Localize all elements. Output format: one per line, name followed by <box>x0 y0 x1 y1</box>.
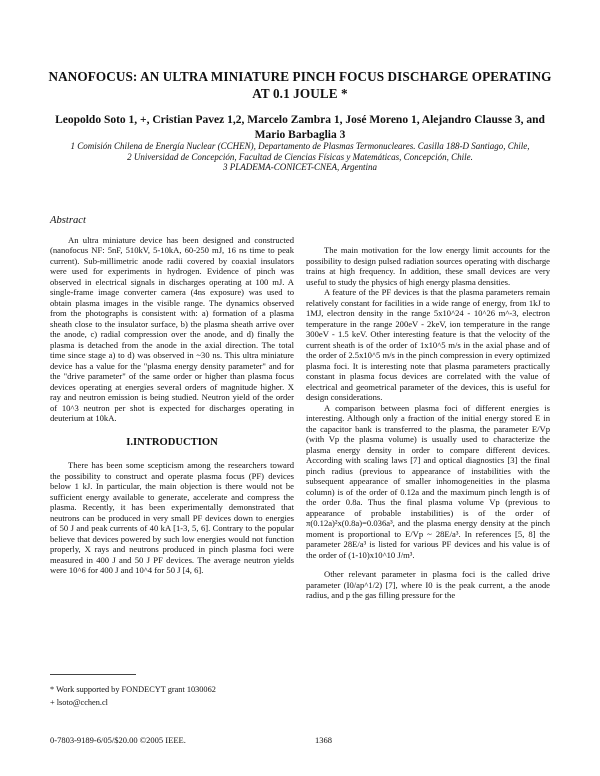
affiliations <box>60 141 540 173</box>
section-heading: I.INTRODUCTION <box>126 436 218 448</box>
footnote-rule <box>50 674 136 675</box>
affiliation-1: 1 Comisión Chilena de Energía Nuclear (CCHEN), Departamento de Plasmas Termonucleares. Casilla 188-D Santiago, Chile, <box>70 141 530 151</box>
page-number: 1368 <box>315 735 332 745</box>
left-column <box>50 216 294 576</box>
paper-title: NANOFOCUS: AN ULTRA MINIATURE PINCH FOCUS DISCHARGE OPERATING AT 0.1 JOULE * <box>48 69 552 101</box>
abstract-heading: Abstract <box>50 215 86 226</box>
footer-code: 0-7803-9189-6/05/$20.00 ©2005 IEEE. <box>50 735 186 745</box>
body-paragraph: A comparison between plasma foci of different energies is interesting. Although only a fraction of the initial energy stored E in the capacitor bank is transferred to the plasma, the parameter E/Vp (with Vp the plasma volume) is usually used to characterize the plasma energy density in order to compare different devices. According with scaling laws [7] and optical diagnostics [3] the final pinch radius (previous to appearance of instabilities with the subsequent appearance of smaller inhomogeneities in the plasma column) is of the order of 0.12a and the maximum pinch length is of the order 0.8a. Thus the final plasma volume Vp (previous to appearance of probable instabilities) is of the order of π(0.12a)²x(0.8a)=0.036a³, and the plasma energy density at the pinch moment is proportional to E/Vp ~ 28E/a³. In references [5, 8] the parameter 28E/a³ is listed for various PF devices and his value is of the order of (1-10)x10^10 J/m³. <box>306 402 550 560</box>
footnote-email: + lsoto@cchen.cl <box>50 698 108 707</box>
abstract-text: An ultra miniature device has been designed and constructed (nanofocus NF: 5nF, 510kV, 5-10kA, 60-250 mJ, 16 ns time to peak current). Sub-millimetric anode radii covered by coaxial insulators were used for experiments in hydrogen. Evidence of pinch was observed in electrical signals in discharges operating at 100 mJ. A single-frame image converter camera (4ns exposure) was used to obtain plasma images in the visible range. The dynamics observed from the photographs is consistent with: a) formation of a plasma sheath close to the insulator surface, b) the plasma sheath arrive over the anode, c) radial compression over the anode, and d) finally the plasma is detached from the anode in the axial direction. The total time since stage a) to d) was observed in ~30 ns. This ultra miniature device has a value for the "plasma energy density parameter" and for the "drive parameter" of the same order or higher than plasma focus devices operating at energies several orders of magnitude higher. X ray and neutron emission is being studied. Neutron yield of the order of 10^3 neutron per shot is expected for discharges operating in deuterium at 10kA. <box>50 234 294 423</box>
body-paragraph: A feature of the PF devices is that the plasma parameters remain relatively constant for facilities in a wide range of energy, from 1kJ to 1MJ, electron density in the range 5x10^24 - 10^26 m^-3, electron temperature in the range 200eV - 2keV, ion temperature in the range 300eV - 1.5 keV. Other interesting feature is that the velocity of the current sheath is of the order of 1x10^5 m/s in the axial phase and of the order of 2.5x10^5 m/s in the pinch compression in every optimized plasma foci. It is interesting note that plasma parameters practically constant in plasma focus devices are correlated with the value of electrical and geometrical parameter of the devices, this is useful for design considerations. <box>306 287 550 402</box>
author-list: Leopoldo Soto 1, +, Cristian Pavez 1,2, Marcelo Zambra 1, José Moreno 1, Alejandro Clausse 3, and Mario Barbaglia 3 <box>55 114 545 141</box>
affiliation-2: 2 Universidad de Concepción, Facultad de Ciencias Físicas y Matemáticas, Concepción, Chile. <box>127 151 473 162</box>
body-paragraph: The main motivation for the low energy limit accounts for the possibility to design pulsed radiation sources operating with discharge trains at high frequency. In addition, these small devices are very useful to study the physics of high energy plasma densities. <box>306 245 550 287</box>
affiliation-3: 3 PLADEMA-CONICET-CNEA, Argentina <box>222 162 378 173</box>
intro-paragraph: There has been some scepticism among the researchers toward the possibility to construct and operate plasma focus (PF) devices below 1 kJ. In particular, the main objection is there would not be sufficient energy available to generate, accelerate and compress the plasma. Recently, it has been experimentally demonstrated that neutrons can be produced in very small PF devices down to energies of 50 J and peak currents of 40 kA [1-3, 5, 6]. Contrary to the popular believe that devices powered by such low energies would not function properly, X rays and neutrons produced in pinch plasma foci were measured in 400 J and 50 J PF devices. The average neutron yields were 10^6 for 400 J and 10^4 for 50 J [4, 6]. <box>50 460 294 575</box>
body-paragraph: Other relevant parameter in plasma foci is the called drive parameter (I0/ap^1/2) [7], where I0 is the peak current, a the anode radius, and p the gas filling pressure for the <box>306 569 550 600</box>
right-column <box>306 245 550 601</box>
footnote-funding: * Work supported by FONDECYT grant 1030062 <box>50 685 216 694</box>
